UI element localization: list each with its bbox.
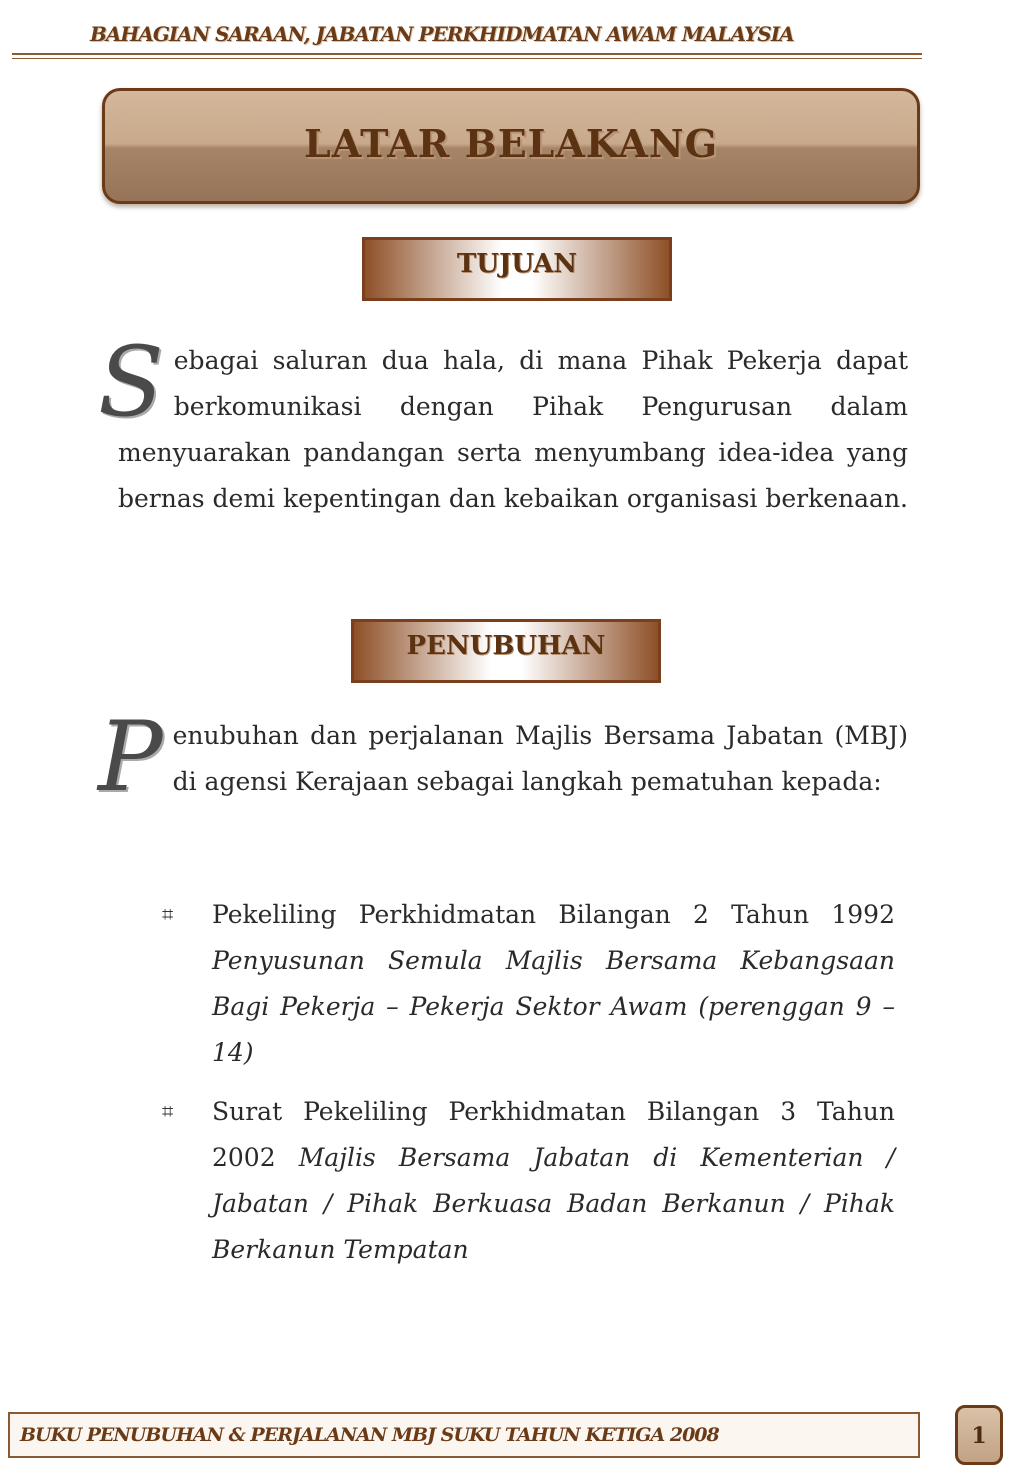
- tujuan-body-text: ebagai saluran dua hala, di mana Pihak Pekerja dapat berkomunikasi dengan Pihak Pengurusan dalam menyuarakan pandangan serta menyumbang idea-idea yang bernas demi kepentingan dan kebaikan organisasi berkenaan.: [118, 346, 908, 513]
- circular-title: Majlis Bersama Jabatan di Kementerian / Jabatan / Pihak Berkuasa Badan Berkanun / Pihak Berkanun Tempatan: [212, 1143, 895, 1264]
- section-heading-label: PENUBUHAN: [406, 631, 606, 661]
- page-title: LATAR BELAKANG: [303, 121, 719, 166]
- tujuan-paragraph: [98, 326, 908, 522]
- list-item: [212, 892, 895, 1076]
- header-title: BAHAGIAN SARAAN, JABATAN PERKHIDMATAN AWAM MALAYSIA: [90, 22, 794, 46]
- page-number: 1: [971, 1423, 987, 1449]
- header-divider-thin: [12, 58, 922, 59]
- hash-bullet-icon: ⌗: [162, 902, 174, 926]
- circular-reference: Pekeliling Perkhidmatan Bilangan 2 Tahun 1992: [212, 900, 895, 929]
- title-banner: [102, 88, 920, 204]
- page-number-badge: [955, 1405, 1003, 1465]
- hash-bullet-icon: ⌗: [162, 1099, 174, 1123]
- list-item: [212, 1089, 895, 1273]
- penubuhan-body-text: enubuhan dan perjalanan Majlis Bersama Jabatan (MBJ) di agensi Kerajaan sebagai langkah pematuhan kepada:: [172, 721, 908, 796]
- penubuhan-paragraph: [98, 701, 908, 813]
- section-heading-penubuhan: [351, 619, 661, 683]
- circular-title: Penyusunan Semula Majlis Bersama Kebangsaan Bagi Pekerja – Pekerja Sektor Awam (perenggan 9 – 14): [212, 946, 895, 1067]
- footer-banner: [8, 1412, 920, 1458]
- footer-title: BUKU PENUBUHAN & PERJALANAN MBJ SUKU TAHUN KETIGA 2008: [20, 1424, 719, 1446]
- dropcap-letter: P: [98, 701, 163, 813]
- header-divider: [12, 53, 922, 55]
- section-heading-tujuan: [362, 237, 672, 301]
- dropcap-letter: S: [98, 326, 164, 438]
- circular-reference: Surat Pekeliling Perkhidmatan Bilangan 3 Tahun 2002: [212, 1097, 895, 1172]
- section-heading-label: TUJUAN: [456, 249, 578, 279]
